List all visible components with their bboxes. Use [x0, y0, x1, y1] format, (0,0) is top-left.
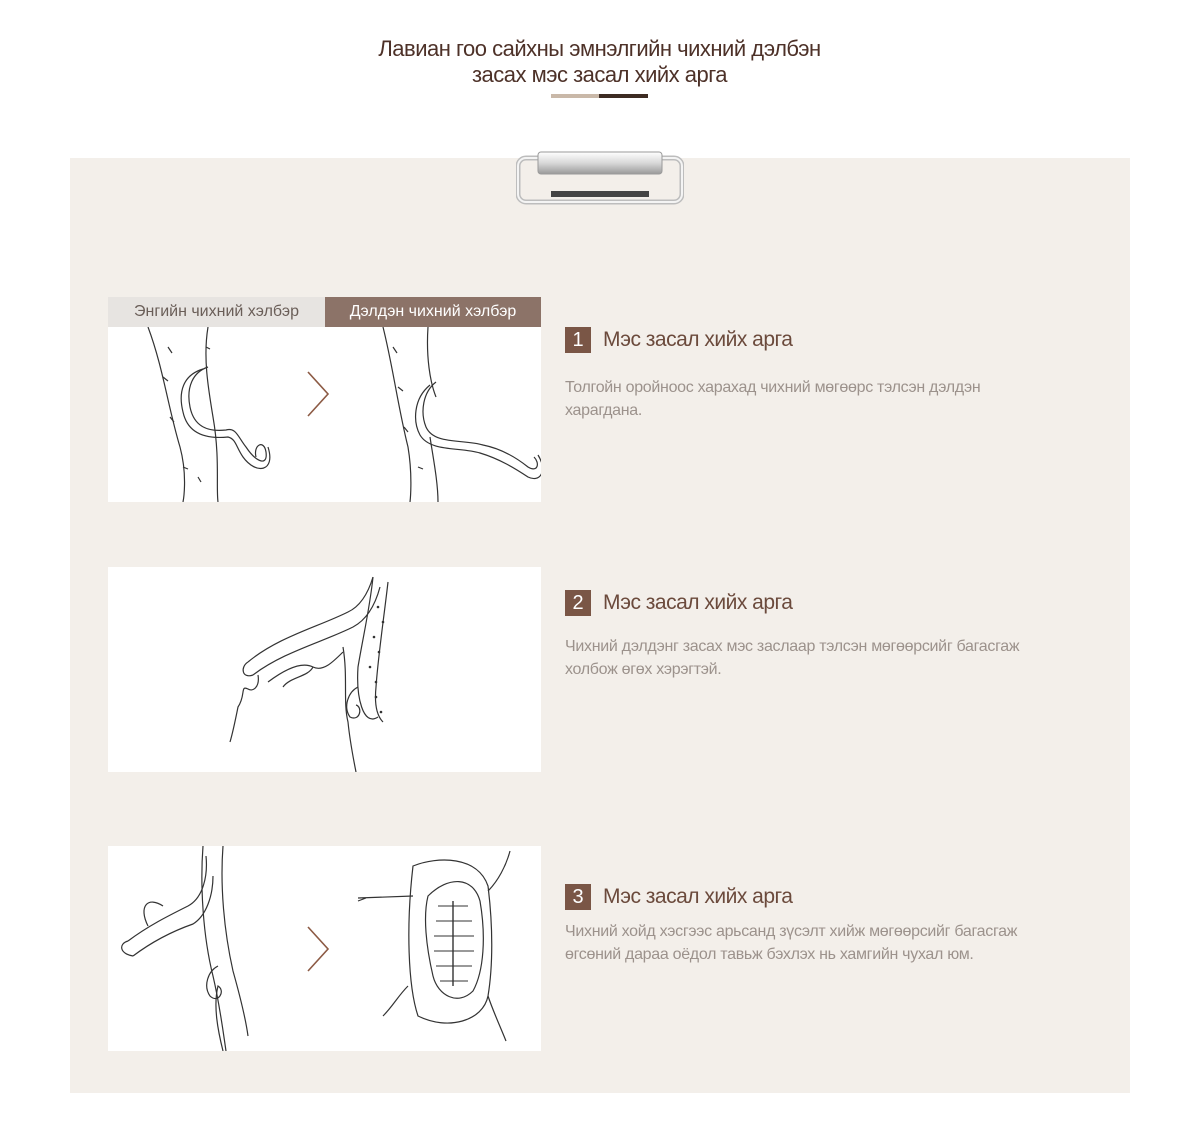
tab-prominent-ear: Дэлдэн чихний хэлбэр: [325, 297, 541, 327]
step-number-badge: 2: [565, 590, 591, 616]
chevron-right-icon: [308, 927, 328, 971]
page-title: [0, 36, 1199, 88]
ear-shape-tabs: [108, 297, 541, 327]
step-number-badge: 3: [565, 884, 591, 910]
step-heading: Мэс засал хийх арга: [603, 885, 793, 908]
title-underline: [551, 94, 648, 98]
page-title-line2: засах мэс засал хийх арга: [471, 62, 728, 87]
figure-ear-comparison: [108, 327, 541, 502]
step-number-badge: 1: [565, 327, 591, 353]
ear-cross-section-illustration: [108, 327, 541, 502]
figure-skin-incision: [108, 846, 541, 1051]
step-heading: Мэс засал хийх арга: [603, 328, 793, 351]
step-heading: Мэс засал хийх арга: [603, 591, 793, 614]
step-description: Чихний хойд хэсгээс арьсанд зүсэлт хийж мөгөөрсийг багасгаж өгсөний дараа оёдол тавьж бэхлэх нь хамгийн чухал юм.: [565, 923, 1018, 963]
skin-incision-suture-illustration: [108, 846, 541, 1051]
clipboard-clip-icon: [516, 150, 684, 206]
step-description: Чихний дэлдэнг засах мэс заслаар тэлсэн мөгөөрсийг багасгаж холбож өгөх хэрэгтэй.: [565, 638, 1020, 678]
figure-cartilage-suture: [108, 567, 541, 772]
tab-normal-ear: Энгийн чихний хэлбэр: [108, 297, 325, 327]
chevron-right-icon: [308, 372, 328, 416]
page-title-line1: Лавиан гоо сайхны эмнэлгийн чихний дэлбэн: [378, 36, 821, 61]
step-description: Толгойн оройноос харахад чихний мөгөөрс тэлсэн дэлдэн харагдана.: [565, 379, 981, 419]
cartilage-suture-illustration: [108, 567, 541, 772]
